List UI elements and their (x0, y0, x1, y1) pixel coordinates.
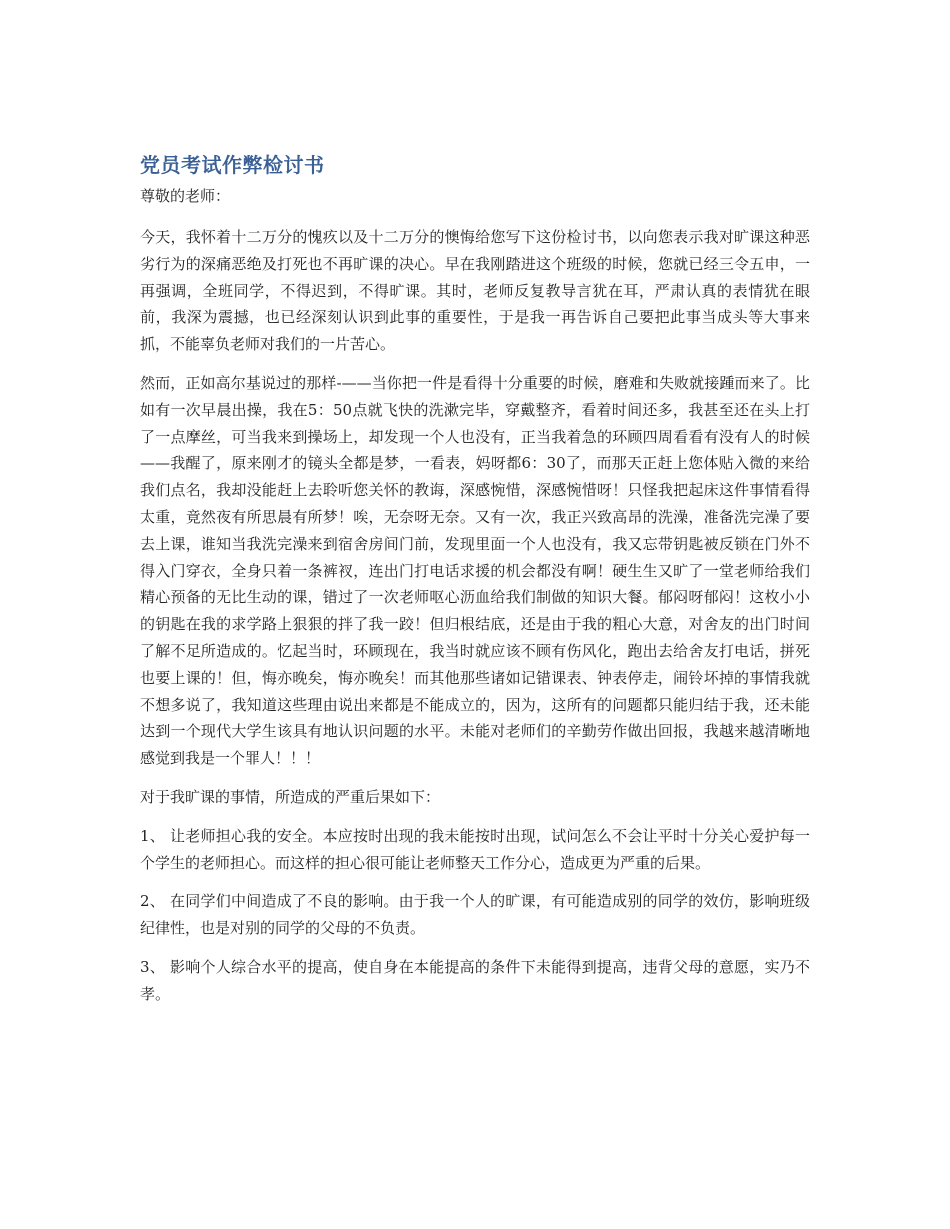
document-page (140, 150, 810, 1020)
paragraph-consequence-2: 2、 在同学们中间造成了不良的影响。由于我一个人的旷课，有可能造成别的同学的效仿，影响班级纪律性，也是对别的同学的父母的不负责。 (140, 892, 810, 938)
paragraph-story: 然而，正如高尔基说过的那样-——当你把一件是看得十分重要的时候，磨难和失败就接踵而来了。比如有一次早晨出操，我在5：50点就飞快的洗漱完毕，穿戴整齐，看着时间还多，我甚至还在头上打了一点摩丝，可当我来到操场上，却发现一个人也没有，正当我着急的环顾四周看看有没有人的时候——我醒了，原来刚才的镜头全都是梦，一看表，妈呀都6：30了，而那天正赶上您体贴入微的来给我们点名，我却没能赶上去聆听您关怀的教诲，深感惋惜，深感惋惜呀！只怪我把起床这件事情看得太重，竟然夜有所思晨有所梦！唉，无奈呀无奈。又有一次，我正兴致高昂的洗澡，准备洗完澡了要去上课，谁知当我洗完澡来到宿舍房间门前，发现里面一个人也没有，我又忘带钥匙被反锁在门外不得入门穿衣，全身只着一条裤衩，连出门打电话求援的机会都没有啊！硬生生又旷了一堂老师给我们精心预备的无比生动的课，错过了一次老师呕心沥血给我们制做的知识大餐。郁闷呀郁闷！这枚小小的钥匙在我的求学路上狠狠的拌了我一跤！但归根结底，还是由于我的粗心大意，对舍友的出门时间了解不足所造成的。忆起当时，环顾现在，我当时就应该不顾有伤风化，跑出去给舍友打电话，拼死也要上课的！但，悔亦晚矣，悔亦晚矣！而其他那些诸如记错课表、钟表停走，闹铃坏掉的事情我就不想多说了，我知道这些理由说出来都是不能成立的，因为，这所有的问题都只能归结于我，还未能达到一个现代大学生该具有地认识问题的水平。未能对老师们的辛勤劳作做出回报，我越来越清晰地感觉到我是一个罪人！！！ (140, 373, 810, 768)
salutation: 尊敬的老师： (140, 187, 231, 205)
paragraph-opening: 今天，我怀着十二万分的愧疚以及十二万分的懊悔给您写下这份检讨书，以向您表示我对旷课这种恶劣行为的深痛恶绝及打死也不再旷课的决心。早在我刚踏进这个班级的时候，您就已经三令五申，一再强调，全班同学，不得迟到，不得旷课。其时，老师反复教导言犹在耳，严肃认真的表情犹在眼前，我深为震撼，也已经深刻认识到此事的重要性，于是我一再告诉自己要把此事当成头等大事来抓，不能辜负老师对我们的一片苦心。 (140, 228, 810, 354)
paragraph-consequences-intro: 对于我旷课的事情，所造成的严重后果如下： (140, 787, 441, 806)
paragraph-consequence-3: 3、 影响个人综合水平的提高，使自身在本能提高的条件下未能得到提高，违背父母的意愿，实乃不孝。 (140, 957, 810, 1003)
document-title: 党员考试作弊检讨书 (140, 153, 325, 177)
paragraph-consequence-1: 1、 让老师担心我的安全。本应按时出现的我未能按时出现，试问怎么不会让平时十分关心爱护每一个学生的老师担心。而这样的担心很可能让老师整天工作分心，造成更为严重的后果。 (140, 826, 810, 872)
